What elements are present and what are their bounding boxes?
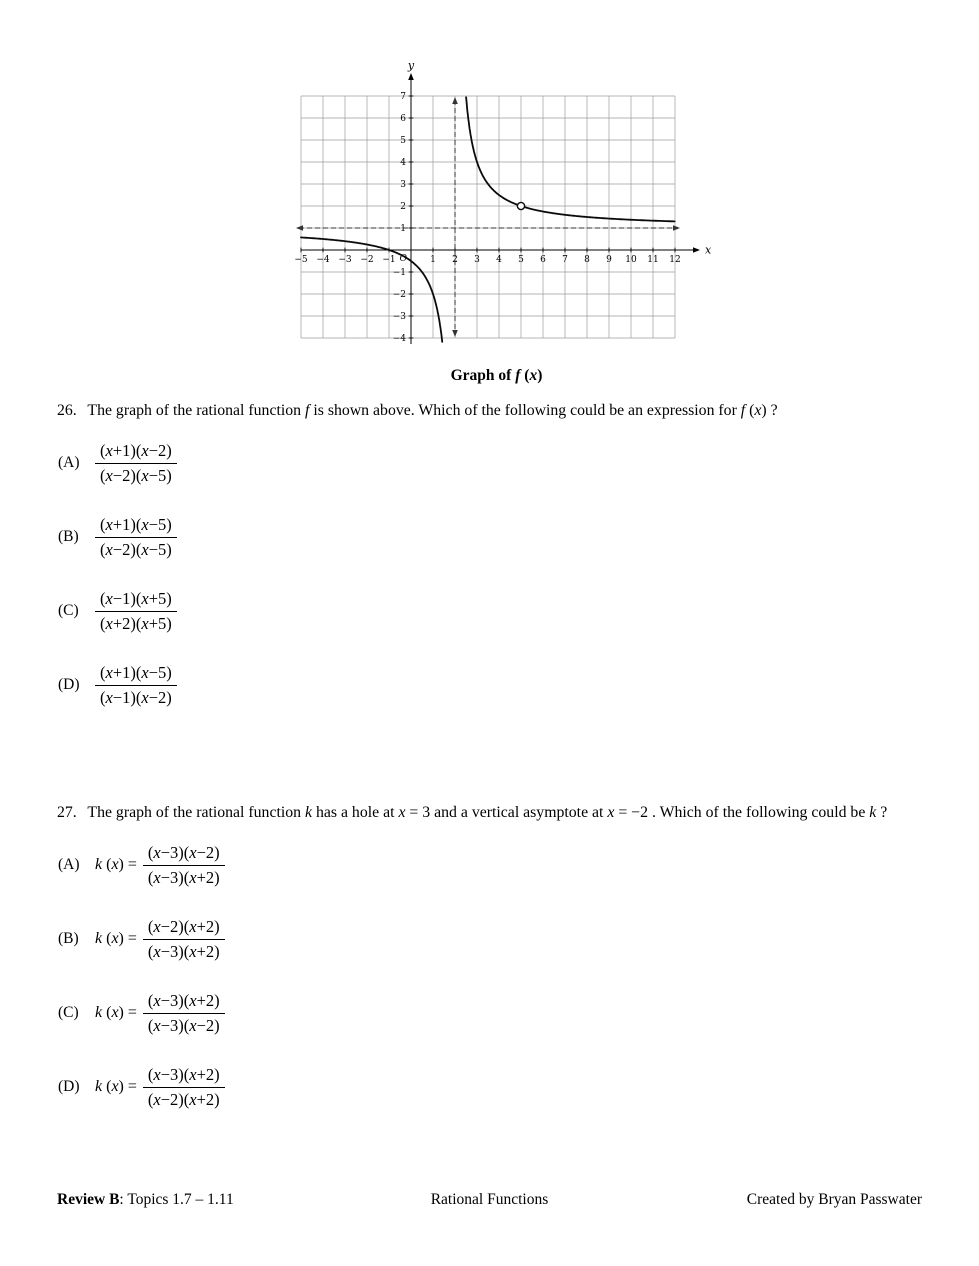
q26-option-b [0, 509, 979, 565]
function-curve [301, 97, 675, 341]
q26-option-d [0, 657, 979, 713]
svg-text:−4: −4 [392, 334, 406, 344]
y-axis-label: y [407, 60, 414, 72]
svg-text:7: 7 [399, 92, 406, 102]
page-footer [57, 1191, 922, 1209]
svg-text:4: 4 [399, 158, 406, 168]
asymptotes [299, 100, 677, 334]
fraction [143, 990, 225, 1037]
q27-option-c [0, 985, 979, 1041]
fraction-numerator: (x+1)(x−2) [95, 440, 177, 464]
question-27-number: 27. [57, 804, 77, 821]
option-a-label: (A) [58, 454, 80, 471]
inline-math-f: f [305, 402, 310, 419]
svg-text:−3: −3 [392, 312, 406, 322]
origin-label: O [399, 254, 407, 264]
fraction-numerator: (x−2)(x+2) [143, 916, 225, 940]
svg-text:−3: −3 [337, 255, 352, 265]
question-26-number: 26. [57, 402, 77, 419]
svg-text:5: 5 [517, 255, 524, 265]
axis-ticks [301, 96, 675, 338]
k-of-x-equals: k (x) = [95, 856, 137, 873]
fraction [143, 1064, 225, 1111]
svg-text:12: 12 [668, 255, 681, 265]
arrowhead-icon [296, 225, 303, 231]
inline-math-k2: k [869, 804, 877, 821]
fraction-denominator: (x−2)(x−5) [100, 465, 172, 485]
svg-text:6: 6 [539, 255, 546, 265]
x-axis-label: x [704, 243, 711, 257]
fraction [95, 662, 177, 709]
inline-math-x-equals-3: x = 3 [398, 804, 431, 821]
svg-text:1: 1 [429, 255, 436, 265]
k-of-x-equals: k (x) = [95, 1078, 137, 1095]
fraction-numerator: (x−3)(x−2) [143, 842, 225, 866]
fraction-denominator: (x−3)(x−2) [147, 1015, 220, 1035]
fraction-denominator: (x−2)(x−5) [100, 539, 172, 559]
option-b-label: (B) [58, 930, 79, 947]
fraction [95, 440, 177, 487]
fraction-denominator: (x−2)(x+2) [147, 1089, 220, 1109]
svg-text:7: 7 [561, 255, 568, 265]
tick-labels [294, 60, 712, 344]
question-27-part1: The graph of the rational function [87, 804, 302, 821]
arrowhead-icon [408, 73, 414, 80]
question-26-text [57, 399, 929, 423]
fraction [143, 842, 225, 889]
fraction-denominator: (x−1)(x−2) [100, 687, 172, 707]
graph-caption [14, 367, 979, 385]
question-26-part3: ? [770, 402, 778, 419]
graph-grid [301, 96, 675, 338]
q27-option-a [0, 837, 979, 893]
footer-review-bold: Review B [57, 1191, 120, 1208]
arrowhead-icon [693, 247, 700, 253]
svg-text:3: 3 [399, 180, 406, 190]
option-d-label: (D) [58, 1078, 80, 1095]
caption-text: Graph of [450, 367, 516, 384]
graph-figure [0, 0, 979, 385]
question-27-part3: and a vertical asymptote at [434, 804, 604, 821]
question-27-options [0, 837, 979, 1115]
q26-option-a [0, 435, 979, 491]
fraction-denominator: (x−3)(x+2) [147, 867, 220, 887]
caption-fx-math: f (x) [515, 367, 543, 384]
svg-text:5: 5 [399, 136, 406, 146]
arrowhead-icon [673, 225, 680, 231]
fraction [143, 916, 225, 963]
option-c-label: (C) [58, 602, 79, 619]
svg-text:2: 2 [399, 202, 406, 212]
fraction-denominator: (x−3)(x+2) [147, 941, 220, 961]
arrowhead-icon [452, 97, 458, 104]
option-a-label: (A) [58, 856, 80, 873]
function-graph [287, 60, 719, 356]
svg-text:−2: −2 [359, 255, 374, 265]
footer-document-title: Rational Functions [430, 1191, 549, 1208]
fraction-numerator: (x−1)(x+5) [95, 588, 177, 612]
fraction-numerator: (x+1)(x−5) [95, 514, 177, 538]
svg-text:2: 2 [451, 255, 458, 265]
svg-text:9: 9 [605, 255, 612, 265]
svg-text:1: 1 [399, 224, 406, 234]
option-d-label: (D) [58, 676, 80, 693]
svg-text:3: 3 [473, 255, 480, 265]
svg-text:10: 10 [624, 255, 637, 265]
svg-text:−1: −1 [381, 255, 396, 265]
q26-option-c [0, 583, 979, 639]
svg-text:6: 6 [399, 114, 406, 124]
hole-open-circle [517, 202, 524, 209]
q27-option-d [0, 1059, 979, 1115]
inline-math-k: k [305, 804, 313, 821]
footer-review-label [57, 1191, 345, 1209]
question-27-part2: has a hole at [315, 804, 395, 821]
fraction-numerator: (x+1)(x−5) [95, 662, 177, 686]
inline-math-fx: f (x) [740, 402, 767, 419]
question-27-part4: . Which of the following could be [651, 804, 866, 821]
question-27-text [57, 801, 929, 825]
svg-text:−2: −2 [392, 290, 406, 300]
inline-math-x-equals-neg2: x = −2 [607, 804, 649, 821]
svg-text:4: 4 [495, 255, 502, 265]
k-of-x-equals: k (x) = [95, 1004, 137, 1021]
question-27-part5: ? [880, 804, 888, 821]
question-26-part2: is shown above. Which of the following could be an expression for [313, 402, 737, 419]
k-of-x-equals: k (x) = [95, 930, 137, 947]
q27-option-b [0, 911, 979, 967]
svg-text:8: 8 [583, 255, 590, 265]
option-c-label: (C) [58, 1004, 79, 1021]
footer-review-topics: : Topics 1.7 – 1.11 [119, 1191, 234, 1208]
option-b-label: (B) [58, 528, 79, 545]
fraction [95, 588, 177, 635]
svg-text:11: 11 [646, 255, 659, 265]
arrowhead-icon [452, 330, 458, 337]
question-26-options [0, 435, 979, 713]
fraction [95, 514, 177, 561]
svg-text:−5: −5 [293, 255, 308, 265]
footer-author-credit: Created by Bryan Passwater [746, 1191, 922, 1208]
fraction-numerator: (x−3)(x+2) [143, 1064, 225, 1088]
fraction-numerator: (x−3)(x+2) [143, 990, 225, 1014]
question-26-part1: The graph of the rational function [87, 402, 302, 419]
svg-text:−4: −4 [315, 255, 330, 265]
svg-text:−1: −1 [392, 268, 406, 278]
fraction-denominator: (x+2)(x+5) [100, 613, 172, 633]
